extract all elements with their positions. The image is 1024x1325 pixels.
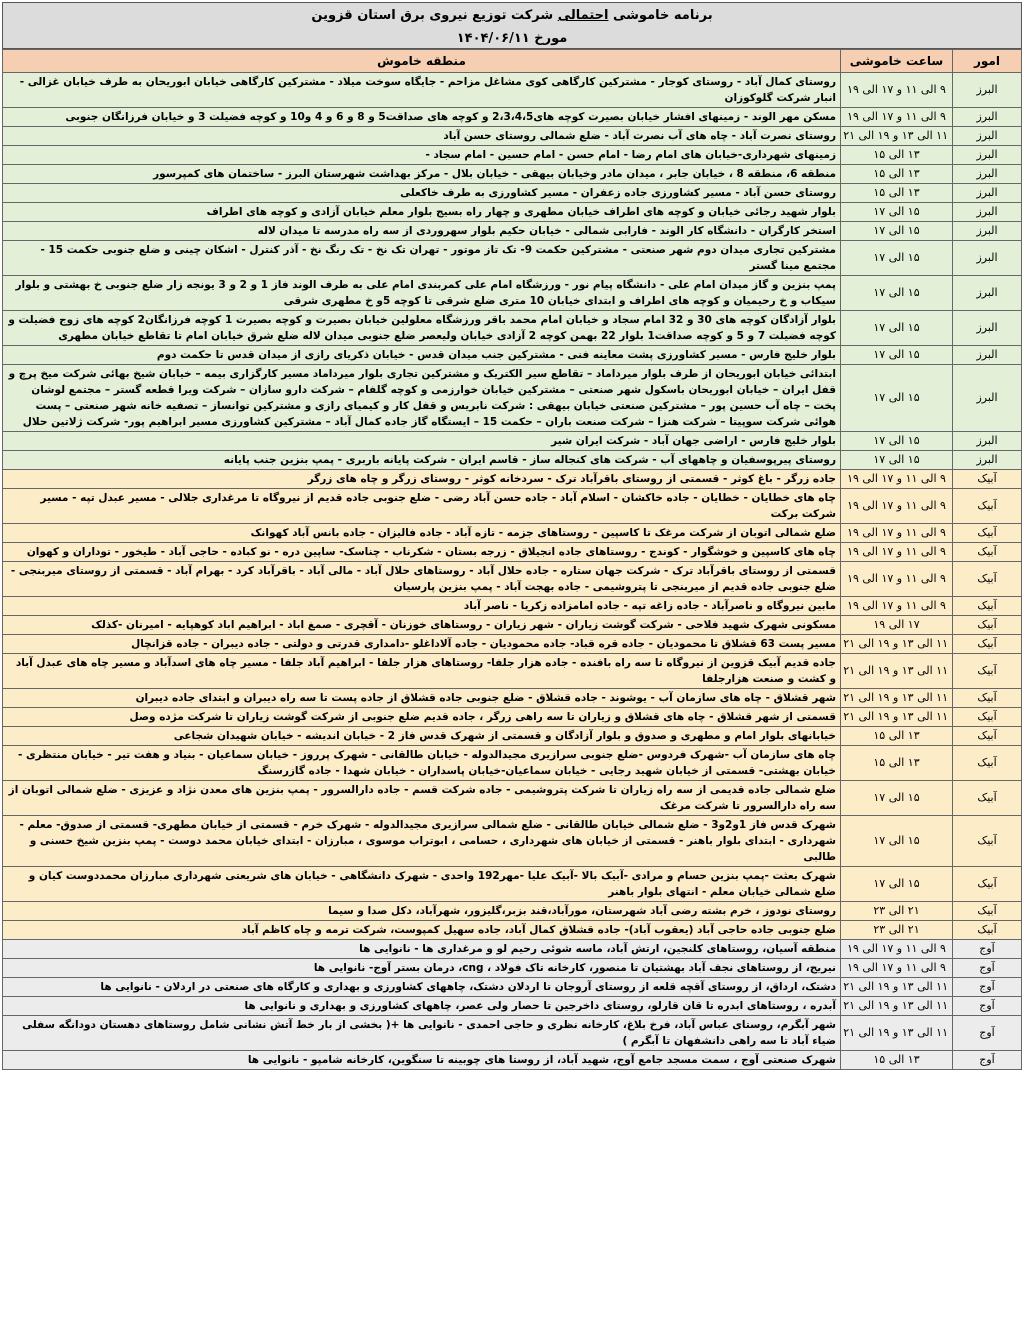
table-row	[3, 978, 1022, 997]
region-cell: آوج	[953, 997, 1022, 1016]
areas-cell: بلوار خلیج فارس - مسیر کشاورزی پشت معاینه فنی - مشترکین جنب میدان قدس - خیابان ذکریای رازی از میدان قدس تا حکمت دوم	[3, 346, 841, 365]
region-cell: آوج	[953, 1051, 1022, 1070]
region-cell: البرز	[953, 165, 1022, 184]
region-cell: البرز	[953, 203, 1022, 222]
document-date: مورخ ۱۴۰۴/۰۶/۱۱	[456, 31, 568, 46]
table-row	[3, 959, 1022, 978]
region-cell: آوج	[953, 959, 1022, 978]
hours-cell: ۱۳ الی ۱۵	[841, 746, 953, 781]
region-cell: البرز	[953, 146, 1022, 165]
hours-cell: ۱۱ الی ۱۳ و ۱۹ الی ۲۱	[841, 689, 953, 708]
table-row	[3, 1051, 1022, 1070]
region-cell: البرز	[953, 365, 1022, 432]
region-cell: آبیک	[953, 781, 1022, 816]
hours-cell: ۱۵ الی ۱۷	[841, 432, 953, 451]
areas-cell: روستای نودوز ، خرم بشته رضی آباد شهرستان، مورآباد،قند بزبر،گلیزور، شهرآباد، دکل صدا و سیما	[3, 902, 841, 921]
areas-cell: روستای کمال آباد - روستای کوجار - مشترکین کارگاهی کوی مشاغل مزاحم - جایگاه سوخت میلاد - مشترکین کارگاهی خیابان ابوریحان به طرف خیابان غزالی - انبار شرکت گلوکوزان	[3, 73, 841, 108]
table-row	[3, 616, 1022, 635]
hours-cell: ۱۵ الی ۱۷	[841, 276, 953, 311]
areas-cell: شهر قشلاق - چاه های سازمان آب - یوشوند - جاده قشلاق - ضلع جنوبی جاده قشلاق از جاده پست تا سه راه دیبران و ابتدای جاده دیبران	[3, 689, 841, 708]
region-cell: آبیک	[953, 524, 1022, 543]
areas-cell: مسکونی شهرک شهید فلاحی - شرکت گوشت زیاران - شهر زیاران - روستاهای خوزنان - آقچری - صمغ اباد - ابراهیم اباد کوهپایه - امیرنان -کذلک	[3, 616, 841, 635]
hours-cell: ۱۵ الی ۱۷	[841, 365, 953, 432]
region-cell: آبیک	[953, 867, 1022, 902]
hours-cell: ۲۱ الی ۲۳	[841, 921, 953, 940]
region-cell: آبیک	[953, 708, 1022, 727]
region-cell: البرز	[953, 108, 1022, 127]
hours-cell: ۹ الی ۱۱ و ۱۷ الی ۱۹	[841, 524, 953, 543]
table-row	[3, 921, 1022, 940]
region-cell: البرز	[953, 451, 1022, 470]
table-row	[3, 222, 1022, 241]
table-row	[3, 708, 1022, 727]
hours-cell: ۱۱ الی ۱۳ و ۱۹ الی ۲۱	[841, 978, 953, 997]
table-row	[3, 562, 1022, 597]
areas-cell: منطقه 6، منطقه 8 ، خیابان جابر ، میدان مادر وخیابان بیهقی - خیابان بلال - مرکز بهداشت شهرستان البرز - ساختمان های کمپرسور	[3, 165, 841, 184]
title-underlined-word: احتمالی	[557, 8, 609, 23]
title-part-1: برنامه خاموشی	[613, 8, 713, 23]
table-row	[3, 816, 1022, 867]
table-row	[3, 432, 1022, 451]
areas-cell: مابین نیروگاه و ناصرآباد - جاده زاغه تپه - جاده امامزاده زکریا - ناصر آباد	[3, 597, 841, 616]
areas-cell: استخر کارگران - دانشگاه کار الوند - فارابی شمالی - خیابان حکیم بلوار سهروردی از سه راه مدرسه تا میدان لاله	[3, 222, 841, 241]
hours-cell: ۱۳ الی ۱۵	[841, 146, 953, 165]
hours-cell: ۹ الی ۱۱ و ۱۷ الی ۱۹	[841, 959, 953, 978]
table-row	[3, 489, 1022, 524]
region-cell: البرز	[953, 241, 1022, 276]
region-cell: آبیک	[953, 597, 1022, 616]
region-cell: البرز	[953, 346, 1022, 365]
outage-table	[2, 49, 1022, 1070]
hours-cell: ۱۱ الی ۱۳ و ۱۹ الی ۲۱	[841, 127, 953, 146]
region-cell: آبیک	[953, 489, 1022, 524]
hours-cell: ۲۱ الی ۲۳	[841, 902, 953, 921]
region-cell: البرز	[953, 276, 1022, 311]
areas-cell: زمینهای شهرداری-خیابان های امام رضا - امام حسن - امام حسین - امام سجاد -	[3, 146, 841, 165]
document-header	[2, 2, 1022, 49]
areas-cell: نیریج، از روستاهای نجف آباد بهشتیان تا منصور، کارخانه تاک فولاد ، cng، درمان بستر آوج- نانوایی ها	[3, 959, 841, 978]
areas-cell: شهرک بعثت -پمپ بنزین حسام و مرادی -آبیک بالا -آبیک علیا -مهر192 واحدی - شهرک دانشگاهی - خیابان های شریعتی شهرداری مبارزان محمددوست کیان و ضلع شمالی خیابان معلم - انتهای بلوار باهنر	[3, 867, 841, 902]
table-header-row	[3, 50, 1022, 73]
region-cell: آبیک	[953, 921, 1022, 940]
areas-cell: روستای حسن آباد - مسیر کشاورزی جاده زعفران - مسیر کشاورزی به طرف خاکعلی	[3, 184, 841, 203]
table-row	[3, 276, 1022, 311]
title-part-2: شرکت توزیع نیروی برق استان قزوین	[311, 8, 554, 23]
document-title	[3, 4, 1021, 27]
areas-cell: آبدره ، روستاهای ابدره تا قان قارلو، روستای داخرجین تا حصار ولی عصر، چاههای کشاورزی و بهداری و نانوایی ها	[3, 997, 841, 1016]
table-row	[3, 127, 1022, 146]
table-row	[3, 184, 1022, 203]
region-cell: آوج	[953, 978, 1022, 997]
hours-cell: ۱۱ الی ۱۳ و ۱۹ الی ۲۱	[841, 654, 953, 689]
region-cell: آبیک	[953, 543, 1022, 562]
region-cell: آوج	[953, 1016, 1022, 1051]
areas-cell: مسیر پست 63 قشلاق تا محمودیان - جاده قره قباد- جاده محمودیان - جاده آلاداغلو -دامداری قدرتی و دولتی - جاده دیبران - جاده قزانچال	[3, 635, 841, 654]
table-row	[3, 73, 1022, 108]
areas-cell: قسمتی از روستای باقرآباد ترک - شرکت جهان ستاره - جاده حلال آباد - روستاهای حلال آباد - مالی آباد - باقرآباد کرد - بهرام آباد - قسمتی از روستای میربنجی - ضلع جنوبی جاده قدیم از میربنجی تا پتروشیمی - جاده بهجت آباد - پمپ بنزین پارسیان	[3, 562, 841, 597]
table-row	[3, 635, 1022, 654]
region-cell: آبیک	[953, 616, 1022, 635]
hours-cell: ۱۱ الی ۱۳ و ۱۹ الی ۲۱	[841, 997, 953, 1016]
outage-schedule-document	[2, 2, 1022, 1070]
hours-cell: ۱۳ الی ۱۵	[841, 1051, 953, 1070]
hours-cell: ۹ الی ۱۱ و ۱۷ الی ۱۹	[841, 940, 953, 959]
table-row	[3, 524, 1022, 543]
areas-cell: پمپ بنزین و گاز میدان امام علی - دانشگاه پیام نور - ورزشگاه امام علی کمربندی امام علی به طرف الوند فاز 1 و 2 و 3 یونجه زار ضلع جنوبی خ بهشتی و بلوار سیکاب و خ رحیمیان و کوچه های اطراف و ابتدای خیابان 10 متری ضلع شرقی تا کوچه 5و خ مطهری شرقی	[3, 276, 841, 311]
hours-cell: ۹ الی ۱۱ و ۱۷ الی ۱۹	[841, 489, 953, 524]
table-row	[3, 867, 1022, 902]
areas-cell: بلوار آزادگان کوچه های 30 و 32 امام سجاد و خیابان امام محمد باقر ورزشگاه معلولین خیابان بصیرت و کوچه بصیرت 1 کوچه فرزانگان2 کوچه های زوج فضیلت و کوچه فضیلت 7 و 5 و کوچه صداقت1 بلوار 22 بهمن کوچه 2 آزادی خیابان ولیعصر ضلع جنوبی میدان لاله ضلع شرق خیابان امام تا تقاطع خیابان مطهری	[3, 311, 841, 346]
region-cell: آبیک	[953, 635, 1022, 654]
hours-cell: ۱۱ الی ۱۳ و ۱۹ الی ۲۱	[841, 708, 953, 727]
table-row	[3, 241, 1022, 276]
table-row	[3, 451, 1022, 470]
hours-cell: ۱۵ الی ۱۷	[841, 451, 953, 470]
areas-cell: مشترکین تجاری میدان دوم شهر صنعتی - مشترکین حکمت 9- تک تاز موتور - تهران تک نخ - تک رنگ نخ - آذر کنترل - اشکان چینی و ضلع جنوبی حکمت 15 - مجتمع مینا گستر	[3, 241, 841, 276]
region-cell: آوج	[953, 940, 1022, 959]
table-row	[3, 365, 1022, 432]
column-header-hours: ساعت خاموشی	[841, 50, 953, 73]
areas-cell: دشتک، ارداق، از روستای آقچه قلعه از روستای آروجان تا اردلان دشتک، چاههای کشاورزی و بهداری و کارگاه های صنعتی در اردلان - نانوایی ها	[3, 978, 841, 997]
hours-cell: ۱۵ الی ۱۷	[841, 781, 953, 816]
table-row	[3, 346, 1022, 365]
areas-cell: چاه های سازمان آب -شهرک فردوس -ضلع جنوبی سرازیری مجیدالدوله - خیابان طالقانی - شهرک پرروز - خیابان سماعیان - بنیاد و هفت تیر - خیابان منتظری - خیابان بهشتی- قسمتی از خیابان شهید رجایی - خیابان سماعیان-خیابان پاسداران - خیابان شهدا - جاده گازرسنگ	[3, 746, 841, 781]
areas-cell: ابتدائی خیابان ابوریحان از طرف بلوار میرداماد – تقاطع سیر الکتریک و مشترکین تجاری بلوار میرداماد مسیر کارگزاری بیمه – خیابان شیخ بهائی شرکت میخ پرچ و قفل ایران – خیابان ابوریحان باسکول شهر صنعتی – مشترکین خیابان خوارزمی و کوچه گلفام – شرکت دارو سازان – شرکت ویرا قطعه گستر – مجتمع لوشان پخت – چاه آب حسین پور – مشترکین صنعتی خیابان بیهقی : شرکت نابریس و قفل کار و کیمیای رازی و مشترکین توانساز – تصفیه خانه شهر صنعتی – پست هوائی شرکت سوپیتا – شرکت هنزا – شرکت صنعت باران – حکمت 15 – ایستگاه گاز جاده کمال آباد – مشترکین کشاورزی مسیر ابراهیم پور- شرکت ژلاتین حلال	[3, 365, 841, 432]
areas-cell: روستای پیرپوسفیان و چاههای آب - شرکت های کنجاله ساز - قاسم ایران - شرکت پایانه باربری - پمپ بنزین جنب پایانه	[3, 451, 841, 470]
hours-cell: ۱۵ الی ۱۷	[841, 222, 953, 241]
areas-cell: قسمتی از شهر قشلاق - چاه های قشلاق و زیاران تا سه راهی زرگر ، جاده قدیم ضلع جنوبی از شرکت گوشت زیاران تا شرکت مژده وصل	[3, 708, 841, 727]
region-cell: البرز	[953, 73, 1022, 108]
table-row	[3, 781, 1022, 816]
region-cell: آبیک	[953, 902, 1022, 921]
hours-cell: ۱۳ الی ۱۵	[841, 184, 953, 203]
region-cell: آبیک	[953, 689, 1022, 708]
region-cell: البرز	[953, 222, 1022, 241]
column-header-region: امور	[953, 50, 1022, 73]
region-cell: آبیک	[953, 654, 1022, 689]
table-row	[3, 543, 1022, 562]
hours-cell: ۹ الی ۱۱ و ۱۷ الی ۱۹	[841, 73, 953, 108]
areas-cell: ضلع شمالی جاده قدیمی از سه راه زیاران تا شرکت پتروشیمی - جاده شرکت قسم - جاده دارالسرور - پمپ بنزین های معدن نژاد و عزیزی - ضلع شمالی اتوبان از سه راه دارالسرور تا شرکت مرغک	[3, 781, 841, 816]
table-row	[3, 689, 1022, 708]
areas-cell: چاه های کاسپین و خوشگوار - کوندج - روستاهای جاده انجیلاق - زرجه بستان - شکرناب - چناسک- ساپین دره - نو کباده - حاجی آباد - طیخور - توداران و کهوان	[3, 543, 841, 562]
column-header-areas: منطقه خاموش	[3, 50, 841, 73]
areas-cell: جاده زرگر - باغ کوثر - قسمتی از روستای باقرآباد ترک - سردخانه کوثر - روستای زرگر و چاه های زرگر	[3, 470, 841, 489]
areas-cell: منطقه آسیان، روستاهای کلنجین، ارتش آباد، ماسه شوئی رحیم لو و مرغداری ها - نانوایی ها	[3, 940, 841, 959]
table-row	[3, 203, 1022, 222]
areas-cell: شهر آبگرم، روستای عباس آباد، فرخ بلاغ، کارخانه نظری و حاجی احمدی - نانوایی ها +( بخشی از بار خط آتش نشانی شامل روستاهای دهستان دودانگه سفلی ضیاء آباد تا سه راهی دانشفهان تا آبگرم )	[3, 1016, 841, 1051]
table-row	[3, 165, 1022, 184]
areas-cell: چاه های خطایان - خطایان - جاده خاکشان - اسلام آباد - جاده حسن آباد رضی - ضلع جنوبی جاده قدیم از نیروگاه تا مرغداری جلالی - مسیر عبدل تپه - مسیر شرکت برکت	[3, 489, 841, 524]
region-cell: البرز	[953, 184, 1022, 203]
areas-cell: بلوار خلیج فارس - اراضی جهان آباد - شرکت ایران شیر	[3, 432, 841, 451]
region-cell: البرز	[953, 432, 1022, 451]
hours-cell: ۹ الی ۱۱ و ۱۷ الی ۱۹	[841, 470, 953, 489]
table-row	[3, 597, 1022, 616]
hours-cell: ۹ الی ۱۱ و ۱۷ الی ۱۹	[841, 562, 953, 597]
region-cell: البرز	[953, 127, 1022, 146]
region-cell: البرز	[953, 311, 1022, 346]
areas-cell: شهرک صنعتی آوج ، سمت مسجد جامع آوج، شهید آباد، از روستا های چوبینه تا سنگوین، کارخانه شامپو - نانوایی ها	[3, 1051, 841, 1070]
table-row	[3, 902, 1022, 921]
hours-cell: ۱۵ الی ۱۷	[841, 241, 953, 276]
hours-cell: ۹ الی ۱۱ و ۱۷ الی ۱۹	[841, 543, 953, 562]
table-row	[3, 108, 1022, 127]
hours-cell: ۱۷ الی ۱۹	[841, 616, 953, 635]
table-row	[3, 940, 1022, 959]
region-cell: آبیک	[953, 746, 1022, 781]
table-row	[3, 654, 1022, 689]
areas-cell: مسکن مهر الوند - زمینهای افشار خیابان بصیرت کوچه های2،3،4،5 و کوچه های صداقت5 و 8 و 6 و 4 و10 و کوچه فضیلت 3 و خیابان فرزانگان جنوبی	[3, 108, 841, 127]
hours-cell: ۱۱ الی ۱۳ و ۱۹ الی ۲۱	[841, 635, 953, 654]
hours-cell: ۱۵ الی ۱۷	[841, 203, 953, 222]
table-row	[3, 146, 1022, 165]
table-row	[3, 997, 1022, 1016]
hours-cell: ۱۵ الی ۱۷	[841, 816, 953, 867]
region-cell: آبیک	[953, 470, 1022, 489]
table-row	[3, 746, 1022, 781]
hours-cell: ۹ الی ۱۱ و ۱۷ الی ۱۹	[841, 108, 953, 127]
areas-cell: شهرک قدس فاز 1و2و3 - ضلع شمالی خیابان طالقانی - ضلع شمالی سرازیری مجیدالدوله - شهرک خرم - قسمتی از خیابان مطهری- قسمتی از صدوق- معلم - شهرداری - ابتدای بلوار باهنر - قسمتی از خیابان های شهرداری ، حسامی ، ابوتراب موسوی ، مبارزان - ابتدای خیابان محمد دوست - پمپ بنزین شیخ حسنی و طالبی	[3, 816, 841, 867]
table-row	[3, 311, 1022, 346]
areas-cell: بلوار شهید رجائی خیابان و کوچه های اطراف خیابان مطهری و چهار راه بسیج بلوار معلم خیابان آزادی و کوچه های اطراف	[3, 203, 841, 222]
hours-cell: ۱۵ الی ۱۷	[841, 867, 953, 902]
hours-cell: ۱۵ الی ۱۷	[841, 311, 953, 346]
areas-cell: جاده قدیم آبیک قزوین از نیروگاه تا سه راه بافنده - جاده هزار جلفا- روستاهای هزار جلفا - ابراهیم آباد جلفا - مسیر چاه های اسدآباد و مسیر چاه های عبدل آباد و کشت و صنعت هزارجلفا	[3, 654, 841, 689]
areas-cell: ضلع شمالی اتوبان از شرکت مرغک تا کاسپین - روستاهای جزمه - تازه آباد - جاده فالیزان - جاده بانس آباد کهوانک	[3, 524, 841, 543]
areas-cell: خیابانهای بلوار امام و مطهری و صدوق و بلوار آزادگان و قسمتی از شهرک قدس فاز 2 - خیابان اندیشه - خیابان شهیدان شجاعی	[3, 727, 841, 746]
hours-cell: ۱۵ الی ۱۷	[841, 346, 953, 365]
hours-cell: ۱۱ الی ۱۳ و ۱۹ الی ۲۱	[841, 1016, 953, 1051]
region-cell: آبیک	[953, 727, 1022, 746]
areas-cell: ضلع جنوبی جاده حاجی آباد (یعقوب آباد)- جاده قشلاق کمال آباد، جاده سهیل کمپوست، شرکت ترمه و چاه کاظم آباد	[3, 921, 841, 940]
hours-cell: ۱۳ الی ۱۵	[841, 727, 953, 746]
region-cell: آبیک	[953, 816, 1022, 867]
region-cell: آبیک	[953, 562, 1022, 597]
hours-cell: ۹ الی ۱۱ و ۱۷ الی ۱۹	[841, 597, 953, 616]
table-row	[3, 1016, 1022, 1051]
areas-cell: روستای نصرت آباد - چاه های آب نصرت آباد - ضلع شمالی روستای حسن آباد	[3, 127, 841, 146]
table-body	[3, 73, 1022, 1070]
table-row	[3, 470, 1022, 489]
table-row	[3, 727, 1022, 746]
hours-cell: ۱۳ الی ۱۵	[841, 165, 953, 184]
